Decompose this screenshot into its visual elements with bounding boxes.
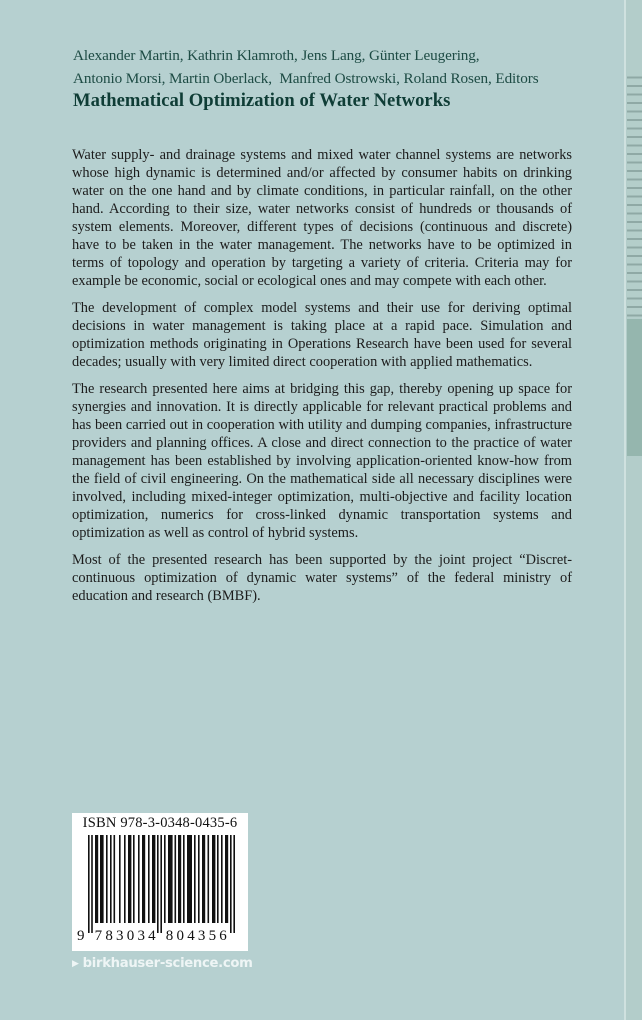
barcode-digits: 9 783034 804356 <box>77 928 230 944</box>
blurb <box>72 146 572 614</box>
editors-line-2: Antonio Morsi, Martin Oberlack, Manfred Ostrowski, Roland Rosen, Editors <box>73 70 539 87</box>
spine-color-block <box>627 319 642 456</box>
blurb-paragraph: The development of complex model systems and their use for deriving optimal decisions in water management is taking place at a rapid pace. Simulation and optimization methods originating in Operations Research have been used for several decades; usually with very limited direct cooperation with applied mathematics. <box>72 300 572 370</box>
publisher-url: birkhauser-science.com <box>82 956 253 971</box>
arrow-right-icon: ▶ <box>72 959 79 969</box>
book-title: Mathematical Optimization of Water Networks <box>73 90 451 111</box>
isbn-label: ISBN 978-3-0348-0435-6 <box>82 815 238 831</box>
blurb-paragraph: Water supply- and drainage systems and mixed water channel systems are networks whose high dynamic is determined and/or affected by consumer habits on drinking water on the one hand and by climate conditions, in particular rainfall, on the other hand. According to their size, water networks consist of hundreds or thousands of system elements. Moreover, different types of decisions (continuous and discrete) have to be taken in the water management. The networks have to be optimized in terms of topology and operation by targeting a variety of criteria. Criteria may for example be economic, social or ecological ones and may compete with each other. <box>72 147 572 289</box>
blurb-paragraph: Most of the presented research has been supported by the joint project “Discret-continuous optimization of dynamic water systems” of the federal ministry of education and research (BMBF). <box>72 552 572 604</box>
publisher-website-link[interactable] <box>72 956 253 971</box>
editors-line-1: Alexander Martin, Kathrin Klamroth, Jens Lang, Günter Leugering, <box>73 47 480 64</box>
isbn-barcode-box <box>72 813 248 951</box>
blurb-paragraph: The research presented here aims at bridging this gap, thereby opening up space for synergies and innovation. It is directly applicable for relevant practical problems and has been carried out in cooperation with utility and dumping companies, infrastructure providers and planning offices. A close and direct connection to the practice of water management has been established by involving application-oriented know-how from the field of civil engineering. On the mathematical side all necessary disciplines were involved, including mixed-integer optimization, multi-objective and facility location optimization, numerics for cross-linked dynamic transportation systems and optimization as well as control of hybrid systems. <box>72 381 572 541</box>
spine-stripes-decoration <box>627 70 642 318</box>
editors-list <box>73 44 593 90</box>
barcode-icon <box>82 835 240 933</box>
